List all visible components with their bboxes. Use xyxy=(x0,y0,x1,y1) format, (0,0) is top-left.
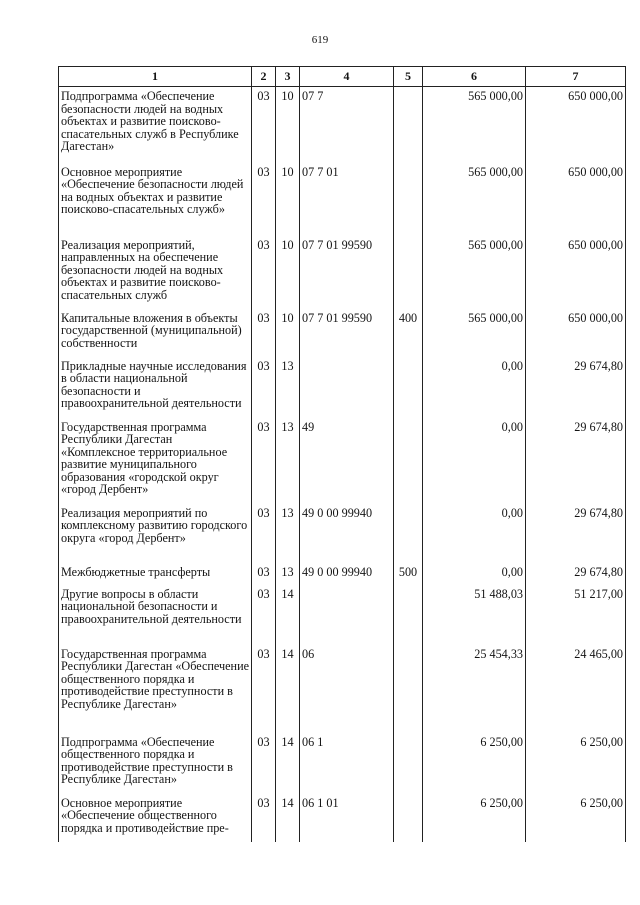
row-expense-type xyxy=(394,733,423,794)
row-expense-type xyxy=(394,504,423,563)
row-amount-1: 0,00 xyxy=(423,504,526,563)
row-expense-type xyxy=(394,87,423,163)
row-section: 03 xyxy=(252,504,276,563)
row-subsection: 13 xyxy=(276,418,300,504)
row-subsection: 10 xyxy=(276,236,300,309)
row-amount-1: 51 488,03 xyxy=(423,585,526,645)
row-amount-2: 650 000,00 xyxy=(526,236,626,309)
row-amount-2: 650 000,00 xyxy=(526,309,626,357)
row-section: 03 xyxy=(252,733,276,794)
table-row xyxy=(59,794,626,842)
row-subsection: 14 xyxy=(276,585,300,645)
header-col-6: 6 xyxy=(423,67,526,87)
row-name: Межбюджетные трансферты xyxy=(59,563,252,585)
budget-table xyxy=(58,66,626,842)
table-row xyxy=(59,585,626,645)
row-subsection: 14 xyxy=(276,733,300,794)
table-row xyxy=(59,645,626,733)
row-expense-type: 400 xyxy=(394,309,423,357)
header-col-3: 3 xyxy=(276,67,300,87)
row-amount-1: 0,00 xyxy=(423,418,526,504)
row-name: Подпрограмма «Обеспечение общественного порядка и противодействие преступности в Республике Дагестан» xyxy=(59,733,252,794)
table-row xyxy=(59,236,626,309)
row-amount-2: 6 250,00 xyxy=(526,733,626,794)
row-target-article: 07 7 xyxy=(300,87,394,163)
row-target-article: 49 0 00 99940 xyxy=(300,563,394,585)
row-name: Реализация мероприятий, направленных на обеспечение безопасности людей на водных объектах и развитие поисково-спасательных служб xyxy=(59,236,252,309)
row-section: 03 xyxy=(252,236,276,309)
row-section: 03 xyxy=(252,418,276,504)
header-col-7: 7 xyxy=(526,67,626,87)
row-section: 03 xyxy=(252,563,276,585)
row-amount-1: 565 000,00 xyxy=(423,87,526,163)
row-name: Основное мероприятие «Обеспечение безопасности людей на водных объектах и развитие поисково-спасательных служб» xyxy=(59,163,252,236)
row-amount-2: 51 217,00 xyxy=(526,585,626,645)
header-col-1: 1 xyxy=(59,67,252,87)
row-subsection: 10 xyxy=(276,87,300,163)
row-amount-2: 29 674,80 xyxy=(526,357,626,418)
row-subsection: 10 xyxy=(276,309,300,357)
row-subsection: 14 xyxy=(276,794,300,842)
page-number: 619 xyxy=(311,34,329,46)
row-target-article: 06 xyxy=(300,645,394,733)
row-amount-1: 565 000,00 xyxy=(423,163,526,236)
row-subsection: 10 xyxy=(276,163,300,236)
row-amount-1: 25 454,33 xyxy=(423,645,526,733)
row-section: 03 xyxy=(252,794,276,842)
header-col-2: 2 xyxy=(252,67,276,87)
table-row xyxy=(59,418,626,504)
row-expense-type xyxy=(394,418,423,504)
row-expense-type xyxy=(394,794,423,842)
header-col-4: 4 xyxy=(300,67,394,87)
row-amount-1: 0,00 xyxy=(423,357,526,418)
row-section: 03 xyxy=(252,163,276,236)
table-row xyxy=(59,87,626,163)
row-expense-type xyxy=(394,585,423,645)
table-header-row xyxy=(59,67,626,87)
row-amount-1: 6 250,00 xyxy=(423,794,526,842)
row-amount-2: 24 465,00 xyxy=(526,645,626,733)
row-target-article: 07 7 01 xyxy=(300,163,394,236)
row-subsection: 14 xyxy=(276,645,300,733)
row-amount-2: 650 000,00 xyxy=(526,87,626,163)
row-expense-type xyxy=(394,236,423,309)
row-amount-1: 565 000,00 xyxy=(423,236,526,309)
row-name: Государственная программа Республики Дагестан «Комплексное территориальное развитие муниципального образования «городской округ «город Дербент» xyxy=(59,418,252,504)
row-expense-type xyxy=(394,645,423,733)
row-subsection: 13 xyxy=(276,504,300,563)
table-row xyxy=(59,357,626,418)
row-amount-1: 6 250,00 xyxy=(423,733,526,794)
row-amount-1: 565 000,00 xyxy=(423,309,526,357)
row-expense-type xyxy=(394,163,423,236)
row-section: 03 xyxy=(252,645,276,733)
row-name: Другие вопросы в области национальной безопасности и правоохранительной деятельности xyxy=(59,585,252,645)
row-target-article: 07 7 01 99590 xyxy=(300,236,394,309)
table-row xyxy=(59,163,626,236)
row-target-article: 06 1 xyxy=(300,733,394,794)
row-amount-1: 0,00 xyxy=(423,563,526,585)
row-section: 03 xyxy=(252,585,276,645)
row-name: Государственная программа Республики Дагестан «Обеспечение общественного порядка и противодействие преступности в Республике Дагестан» xyxy=(59,645,252,733)
row-amount-2: 6 250,00 xyxy=(526,794,626,842)
row-subsection: 13 xyxy=(276,563,300,585)
table-row xyxy=(59,733,626,794)
header-col-5: 5 xyxy=(394,67,423,87)
row-amount-2: 29 674,80 xyxy=(526,418,626,504)
row-amount-2: 29 674,80 xyxy=(526,504,626,563)
table-row xyxy=(59,504,626,563)
row-target-article: 06 1 01 xyxy=(300,794,394,842)
row-subsection: 13 xyxy=(276,357,300,418)
row-section: 03 xyxy=(252,87,276,163)
row-amount-2: 29 674,80 xyxy=(526,563,626,585)
row-name: Прикладные научные исследования в области национальной безопасности и правоохранительной деятельности xyxy=(59,357,252,418)
row-name: Подпрограмма «Обеспечение безопасности людей на водных объектах и развитие поисково-спасательных служб в Республике Дагестан» xyxy=(59,87,252,163)
row-target-article: 49 0 00 99940 xyxy=(300,504,394,563)
table-row xyxy=(59,563,626,585)
row-target-article xyxy=(300,357,394,418)
row-name: Капитальные вложения в объекты государственной (муниципальной) собственности xyxy=(59,309,252,357)
table-row xyxy=(59,309,626,357)
row-name: Основное мероприятие «Обеспечение общественного порядка и противодействие пре- xyxy=(59,794,252,842)
row-target-article xyxy=(300,585,394,645)
row-name: Реализация мероприятий по комплексному развитию городского округа «город Дербент» xyxy=(59,504,252,563)
row-section: 03 xyxy=(252,357,276,418)
row-section: 03 xyxy=(252,309,276,357)
row-expense-type xyxy=(394,357,423,418)
row-amount-2: 650 000,00 xyxy=(526,163,626,236)
row-target-article: 49 xyxy=(300,418,394,504)
row-target-article: 07 7 01 99590 xyxy=(300,309,394,357)
row-expense-type: 500 xyxy=(394,563,423,585)
